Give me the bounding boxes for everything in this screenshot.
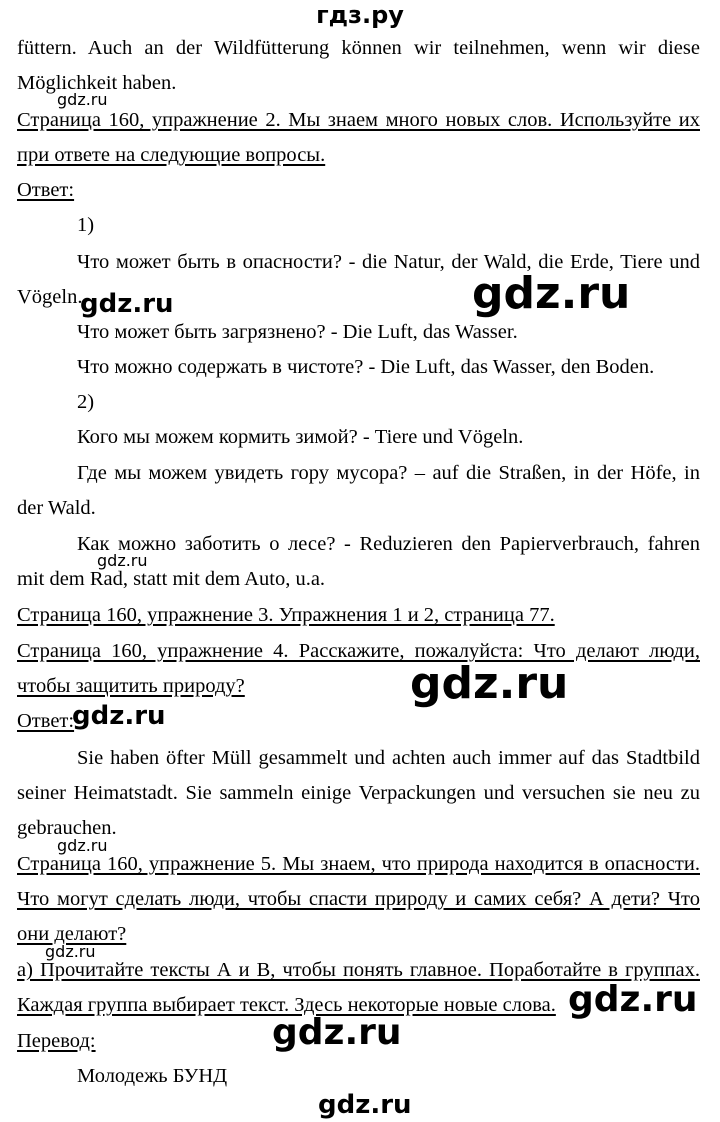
exercise-heading: Страница 160, упражнение 3. Упражнения 1 и 2, страница 77. xyxy=(17,604,555,626)
translation-label: Перевод: xyxy=(17,1030,96,1052)
exercise-heading: Каждая группа выбирает текст. Здесь некоторые новые слова. xyxy=(17,994,556,1016)
exercise-heading: Страница 160, упражнение 5. Мы знаем, что природа находится в опасности. xyxy=(17,853,700,875)
text-line: Молодежь БУНД xyxy=(77,1065,228,1087)
text-line: Möglichkeit haben. xyxy=(17,72,177,94)
watermark: gdz.ru xyxy=(45,942,96,961)
text-line: der Wald. xyxy=(17,497,96,519)
text-line: seiner Heimatstadt. Sie sammeln einige Verpackungen und versuchen sie neu zu xyxy=(17,782,700,804)
text-line: Что может быть в опасности? - die Natur, der Wald, die Erde, Tiere und xyxy=(77,251,700,273)
site-header: гдз.ру xyxy=(316,1,404,29)
watermark: gdz.ru xyxy=(57,836,108,855)
text-line: Где мы можем увидеть гору мусора? – auf die Straßen, in der Höfe, in xyxy=(77,462,700,484)
text-line: Как можно заботить о лесе? - Reduzieren den Papierverbrauch, fahren xyxy=(77,533,700,555)
answer-label: Ответ: xyxy=(17,179,75,201)
text-line: füttern. Auch an der Wildfütterung können wir teilnehmen, wenn wir diese xyxy=(17,37,700,59)
text-line: mit dem Rad, statt mit dem Auto, u.a. xyxy=(17,568,326,590)
exercise-heading: а) Прочитайте тексты А и В, чтобы понять главное. Поработайте в группах. xyxy=(17,959,700,981)
text-line: Что можно содержать в чистоте? - Die Luft, das Wasser, den Boden. xyxy=(77,356,655,378)
text-line: Что может быть загрязнено? - Die Luft, das Wasser. xyxy=(77,321,518,343)
watermark: gdz.ru xyxy=(272,1012,402,1053)
exercise-heading: Страница 160, упражнение 4. Расскажите, пожалуйста: Что делают люди, xyxy=(17,640,700,662)
exercise-heading: Страница 160, упражнение 2. Мы знаем много новых слов. Используйте их xyxy=(17,109,700,131)
text-line: Кого мы можем кормить зимой? - Tiere und Vögeln. xyxy=(77,426,524,448)
watermark: gdz.ru xyxy=(318,1090,412,1120)
exercise-heading: чтобы защитить природу? xyxy=(17,675,245,697)
exercise-heading: Что могут сделать люди, чтобы спасти природу и самих себя? А дети? Что xyxy=(17,888,700,910)
text-line: Sie haben öfter Müll gesammelt und achten auch immer auf das Stadtbild xyxy=(77,747,700,769)
watermark: gdz.ru xyxy=(57,90,108,109)
text-line: Vögeln. xyxy=(17,286,83,308)
item-number: 2) xyxy=(77,391,95,413)
item-number: 1) xyxy=(77,214,95,236)
watermark: gdz.ru xyxy=(410,658,569,709)
watermark: gdz.ru xyxy=(472,268,631,319)
exercise-heading: при ответе на следующие вопросы. xyxy=(17,144,326,166)
watermark: gdz.ru xyxy=(72,701,166,731)
exercise-heading: они делают? xyxy=(17,923,127,945)
answer-label: Ответ: xyxy=(17,710,75,732)
watermark: gdz.ru xyxy=(568,979,698,1020)
watermark: gdz.ru xyxy=(97,551,148,570)
text-line: gebrauchen. xyxy=(17,817,117,839)
watermark: gdz.ru xyxy=(80,289,174,319)
